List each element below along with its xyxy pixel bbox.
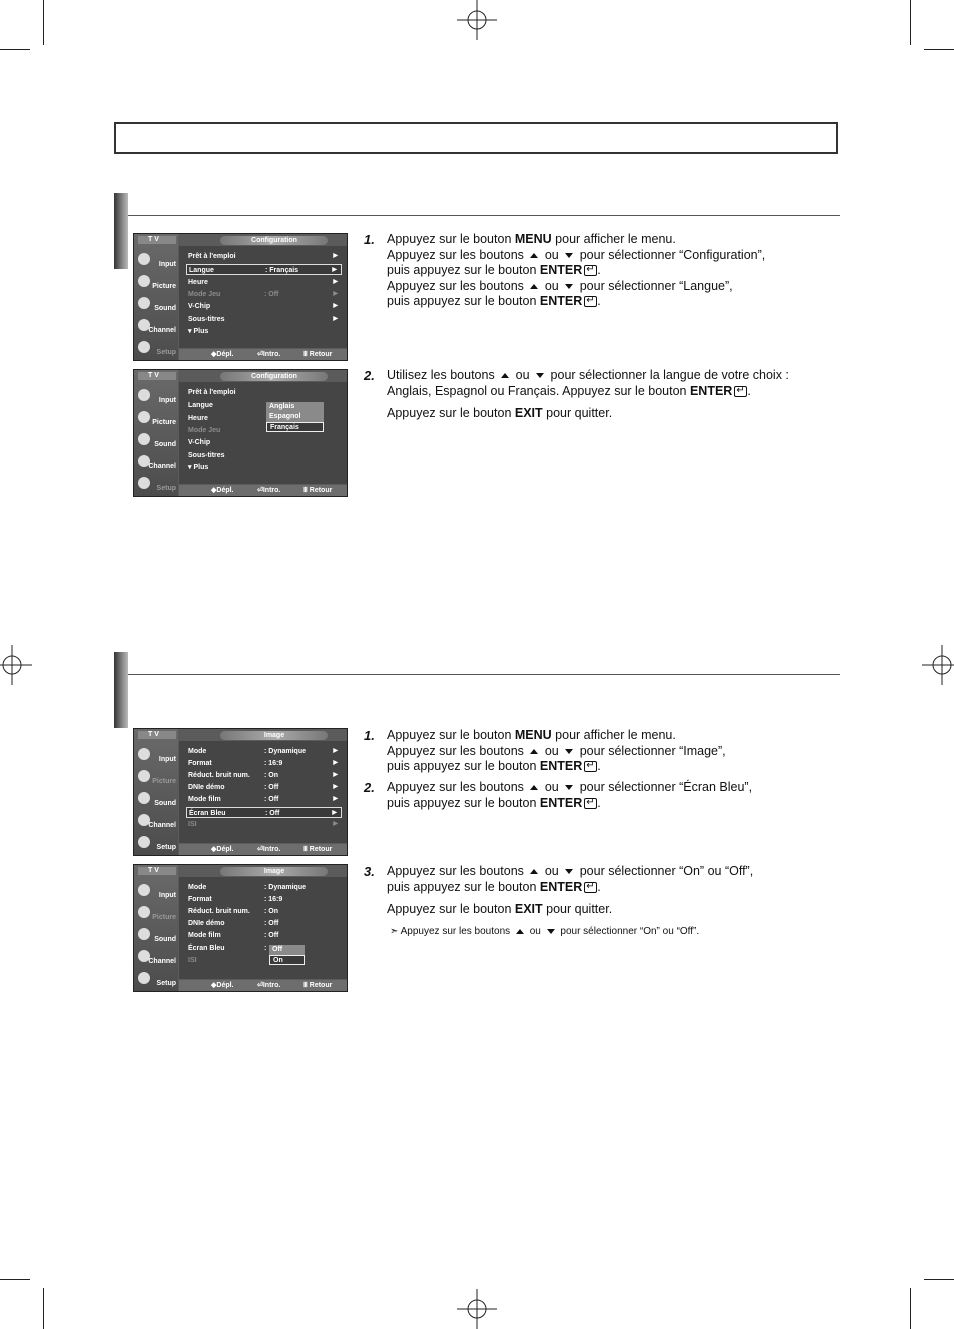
sidebar-item-sound[interactable]: Sound (136, 925, 178, 945)
step-1-text: Appuyez sur le bouton MENU pour afficher le menu. Appuyez sur les boutons ou pour sélectionner “Configuration”, puis appuyez sur le bouton ENTER↵ . Appuyez sur les boutons ou pour sélectionner “Langue”, puis appuyez sur le bouton ENTER↵ . (387, 232, 765, 310)
registration-mark-icon (922, 645, 954, 685)
menu-row[interactable]: Prêt à l'emploi (188, 389, 236, 396)
arrow-right-icon: ▶ (333, 760, 338, 766)
menu-row[interactable]: Réduct. bruit num. : On ▶ (188, 772, 338, 779)
crop-mark (910, 0, 911, 45)
arrow-right-icon: ▶ (333, 316, 338, 322)
step-number: 3. (364, 864, 375, 879)
note-arrow-icon: ➣ (390, 926, 399, 937)
arrow-right-icon: ▶ (333, 279, 338, 285)
sidebar-item-input[interactable]: Input (136, 881, 178, 901)
sidebar-item-sound[interactable]: Sound (136, 430, 178, 450)
registration-mark-icon (457, 1289, 497, 1329)
menu-footer: ◆Dépl. ⏎Intro. Ⅲ Retour (179, 844, 347, 855)
up-arrow-icon (516, 929, 524, 934)
up-arrow-icon (501, 373, 509, 378)
sound-icon (138, 433, 150, 445)
tv-menu-image (133, 728, 348, 856)
tv-label: T V (138, 236, 176, 244)
arrow-right-icon: ▶ (333, 796, 338, 802)
picture-icon (138, 411, 150, 423)
arrow-right-icon: ▶ (333, 748, 338, 754)
sidebar-item-picture[interactable]: Picture (136, 903, 178, 923)
enter-icon (584, 296, 597, 307)
crop-mark (43, 1288, 44, 1329)
step-1-text: Appuyez sur le bouton MENU pour afficher le menu. Appuyez sur les boutons ou pour sélectionner “Image”, puis appuyez sur le bouton ENTER↵ . (387, 728, 726, 775)
down-arrow-icon (565, 749, 573, 754)
menu-row[interactable]: Sous-titres (188, 452, 225, 459)
arrow-right-icon: ▶ (332, 810, 337, 816)
setup-gear-icon (138, 341, 150, 353)
input-icon (138, 884, 150, 896)
sidebar-item-input[interactable]: Input (136, 745, 178, 765)
input-icon (138, 389, 150, 401)
menu-title: Configuration (220, 236, 328, 245)
arrow-right-icon: ▶ (333, 253, 338, 259)
menu-row-selected[interactable]: Langue : Français ▶ (186, 264, 342, 275)
enter-icon (734, 386, 747, 397)
crop-mark (43, 0, 44, 45)
crop-mark (924, 49, 954, 50)
menu-row-more[interactable]: ▾ Plus (188, 328, 209, 335)
step-number: 1. (364, 232, 375, 247)
dropdown-option-selected[interactable]: On (269, 955, 305, 965)
menu-row[interactable]: DNIe démo : Off ▶ (188, 784, 338, 791)
enter-icon (584, 265, 597, 276)
tv-label: T V (138, 372, 176, 380)
enter-icon (584, 761, 597, 772)
sidebar-item-setup[interactable]: Setup (136, 338, 178, 358)
menu-row[interactable]: V-Chip ▶ (188, 303, 338, 310)
setup-gear-icon (138, 836, 150, 848)
step-2-text: Appuyez sur les boutons ou pour sélectionner “Écran Bleu”, puis appuyez sur le bouton ENTER↵ . (387, 780, 752, 811)
menu-row-more[interactable]: ▾ Plus (188, 464, 209, 471)
picture-icon (138, 275, 150, 287)
section-bar (114, 193, 128, 269)
arrow-right-icon: ▶ (333, 784, 338, 790)
step-2-text: Utilisez les boutons ou pour sélectionner la langue de votre choix : Anglais, Espagnol ou Français. Appuyez sur le bouton ENTER↵ . Appuyez sur le bouton EXIT pour quitter. (387, 368, 789, 422)
crop-mark (0, 49, 30, 50)
sidebar-item-channel[interactable]: Channel (136, 452, 178, 472)
step-number: 2. (364, 780, 375, 795)
sidebar-item-channel[interactable]: Channel (136, 316, 178, 336)
section-divider (128, 674, 840, 675)
menu-footer: ◆Dépl. ⏎Intro. Ⅲ Retour (179, 980, 347, 991)
sidebar-item-sound[interactable]: Sound (136, 789, 178, 809)
up-arrow-icon (530, 253, 538, 258)
page-header-box (114, 122, 838, 154)
arrow-right-icon: ▶ (333, 772, 338, 778)
setup-gear-icon (138, 477, 150, 489)
tv-menu-image-blue-screen (133, 864, 348, 992)
sidebar-item-setup[interactable]: Setup (136, 833, 178, 853)
enter-icon (584, 882, 597, 893)
menu-row[interactable]: Mode : Dynamique (188, 884, 307, 891)
arrow-right-icon: ▶ (333, 291, 338, 297)
section-bar (114, 652, 128, 728)
dropdown-option-selected[interactable]: Français (266, 422, 324, 432)
menu-row-disabled: Mode Jeu : Off ▶ (188, 291, 338, 298)
input-icon (138, 748, 150, 760)
up-arrow-icon (530, 284, 538, 289)
sidebar-item-picture[interactable]: Picture (136, 408, 178, 428)
crop-mark (924, 1279, 954, 1280)
menu-row-selected[interactable]: Écran Bleu : (188, 945, 267, 952)
arrow-right-icon: ▶ (332, 267, 337, 273)
setup-gear-icon (138, 972, 150, 984)
menu-row-disabled: Mode Jeu (188, 427, 221, 434)
dropdown-option[interactable]: Anglais (269, 403, 295, 410)
crop-mark (910, 1288, 911, 1329)
up-arrow-icon (530, 869, 538, 874)
menu-title: Configuration (220, 372, 328, 381)
section-divider (128, 215, 840, 216)
sound-icon (138, 928, 150, 940)
down-arrow-icon (547, 929, 555, 934)
menu-row[interactable]: Mode : Dynamique ▶ (188, 748, 338, 755)
menu-row[interactable]: DNIe démo : Off (188, 920, 279, 927)
dropdown-option[interactable]: Off (272, 946, 283, 953)
sidebar-item-input[interactable]: Input (136, 250, 178, 270)
picture-icon (138, 906, 150, 918)
sidebar-item-input[interactable]: Input (136, 386, 178, 406)
crop-mark (0, 1279, 30, 1280)
sidebar-item-picture[interactable]: Picture (136, 272, 178, 292)
input-icon (138, 253, 150, 265)
down-arrow-icon (565, 253, 573, 258)
registration-mark-icon (457, 0, 497, 40)
sidebar-item-sound[interactable]: Sound (136, 294, 178, 314)
registration-mark-icon (0, 645, 32, 685)
menu-row[interactable]: Format : 16:9 ▶ (188, 760, 338, 767)
sidebar-item-channel[interactable]: Channel (136, 811, 178, 831)
arrow-right-icon: ▶ (333, 821, 338, 827)
menu-row-disabled: ISI ▶ (188, 821, 338, 828)
dropdown-option[interactable]: Espagnol (269, 413, 301, 420)
arrow-right-icon: ▶ (333, 303, 338, 309)
enter-icon (584, 798, 597, 809)
blue-screen-dropdown[interactable] (269, 945, 305, 965)
down-arrow-icon (565, 785, 573, 790)
down-arrow-icon (536, 373, 544, 378)
sound-icon (138, 792, 150, 804)
step-number: 1. (364, 728, 375, 743)
sidebar-item-setup[interactable]: Setup (136, 474, 178, 494)
menu-row[interactable]: Mode film : Off ▶ (188, 796, 338, 803)
step-number: 2. (364, 368, 375, 383)
note: ➣ Appuyez sur les boutons ou pour sélectionner “On” ou “Off”. (390, 926, 700, 937)
menu-title: Image (220, 731, 328, 740)
menu-title: Image (220, 867, 328, 876)
menu-row-selected[interactable]: Langue (188, 402, 213, 409)
down-arrow-icon (565, 284, 573, 289)
tv-label: T V (138, 731, 176, 739)
menu-row[interactable]: Heure (188, 415, 208, 422)
sound-icon (138, 297, 150, 309)
tv-menu-configuration (133, 233, 348, 361)
picture-icon (138, 770, 150, 782)
menu-row-selected[interactable]: Écran Bleu : Off ▶ (186, 807, 342, 818)
down-arrow-icon (565, 869, 573, 874)
sidebar-item-channel[interactable]: Channel (136, 947, 178, 967)
step-3-text: Appuyez sur les boutons ou pour sélectionner “On” ou “Off”, puis appuyez sur le bouton ENTER↵ . Appuyez sur le bouton EXIT pour quitter. (387, 864, 753, 918)
menu-row[interactable]: Prêt à l'emploi ▶ (188, 253, 338, 260)
menu-row[interactable]: Format : 16:9 (188, 896, 283, 903)
tv-menu-configuration-language (133, 369, 348, 497)
up-arrow-icon (530, 785, 538, 790)
menu-row[interactable]: Sous-titres ▶ (188, 316, 338, 323)
menu-row[interactable]: Heure ▶ (188, 279, 338, 286)
menu-row[interactable]: Réduct. bruit num. : On (188, 908, 278, 915)
menu-row-disabled: ISI (188, 957, 197, 964)
menu-row[interactable]: Mode film : Off (188, 932, 279, 939)
menu-footer: ◆Dépl. ⏎Intro. Ⅲ Retour (179, 349, 347, 360)
sidebar-item-picture[interactable]: Picture (136, 767, 178, 787)
tv-label: T V (138, 867, 176, 875)
language-dropdown[interactable] (266, 402, 324, 432)
sidebar-item-setup[interactable]: Setup (136, 969, 178, 989)
menu-row[interactable]: V-Chip (188, 439, 211, 446)
menu-footer: ◆Dépl. ⏎Intro. Ⅲ Retour (179, 485, 347, 496)
up-arrow-icon (530, 749, 538, 754)
